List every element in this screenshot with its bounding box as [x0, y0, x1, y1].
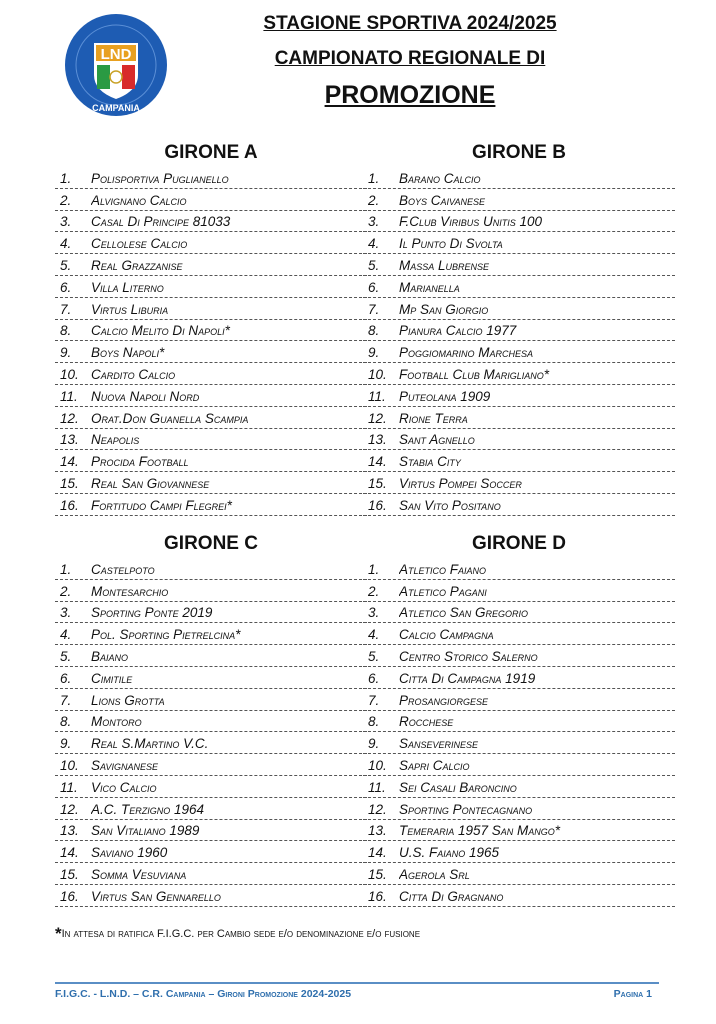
team-row	[55, 363, 367, 385]
team-name: F.Club Viribus Unitis 100	[399, 214, 543, 230]
team-name: Calcio Melito Di Napoli*	[91, 323, 230, 339]
team-row	[363, 602, 675, 624]
team-row	[55, 711, 367, 733]
team-number: 11.	[368, 388, 386, 404]
team-number: 14.	[60, 845, 79, 861]
team-row	[363, 276, 675, 298]
team-name: Sapri Calcio	[399, 757, 470, 773]
team-list	[55, 167, 367, 516]
team-row	[55, 232, 367, 254]
team-row	[55, 580, 367, 602]
team-number: 1.	[60, 561, 72, 577]
team-row	[363, 407, 675, 429]
team-number: 13.	[60, 823, 79, 839]
team-number: 9.	[368, 345, 380, 361]
team-row	[55, 167, 367, 189]
team-name: Real Grazzanise	[91, 257, 183, 273]
team-number: 14.	[368, 845, 387, 861]
team-row	[363, 385, 675, 407]
team-name: Virtus Pompei Soccer	[399, 475, 522, 491]
footnote-asterisk: *	[55, 924, 62, 943]
team-name: Atletico Faiano	[399, 561, 487, 577]
team-name: Castelpoto	[91, 561, 155, 577]
team-number: 7.	[368, 692, 380, 708]
team-number: 7.	[60, 301, 72, 317]
team-number: 7.	[368, 301, 380, 317]
team-name: Atletico San Gregorio	[399, 605, 529, 621]
team-row	[55, 189, 367, 211]
team-row	[55, 667, 367, 689]
team-name: A.C. Terzigno 1964	[91, 801, 205, 817]
team-number: 8.	[60, 323, 72, 339]
team-row	[55, 776, 367, 798]
team-row	[363, 667, 675, 689]
team-number: 16.	[60, 497, 79, 513]
team-row	[363, 798, 675, 820]
team-name: Mp San Giorgio	[399, 301, 489, 317]
team-name: Massa Lubrense	[399, 257, 490, 273]
group-title: GIRONE C	[164, 533, 258, 554]
footer-title: F.I.G.C. - L.N.D. – C.R. Campania – Gironi Promozione 2024-2025	[55, 988, 352, 1000]
team-number: 1.	[368, 170, 380, 186]
team-number: 7.	[60, 692, 72, 708]
team-row	[55, 211, 367, 233]
team-name: U.S. Faiano 1965	[399, 845, 500, 861]
team-row	[55, 298, 367, 320]
team-row	[363, 211, 675, 233]
team-list	[363, 167, 675, 516]
team-name: Calcio Campagna	[399, 627, 494, 643]
group-title: GIRONE B	[472, 142, 566, 163]
team-row	[55, 645, 367, 667]
team-name: Prosangiorgese	[399, 692, 489, 708]
team-name: Savignanese	[91, 757, 159, 773]
team-number: 13.	[368, 823, 387, 839]
team-number: 12.	[368, 801, 387, 817]
team-number: 3.	[368, 605, 380, 621]
team-row	[55, 623, 367, 645]
team-name: Lions Grotta	[91, 692, 165, 708]
team-name: Sanseverinese	[399, 736, 479, 752]
group-a	[55, 142, 367, 516]
team-name: Cardito Calcio	[91, 366, 176, 382]
team-number: 16.	[60, 888, 79, 904]
team-row	[363, 167, 675, 189]
team-row	[363, 645, 675, 667]
team-number: 3.	[60, 214, 72, 230]
team-number: 11.	[60, 779, 78, 795]
team-name: Alvignano Calcio	[91, 192, 187, 208]
team-name: Football Club Marigliano*	[399, 366, 550, 382]
team-number: 13.	[368, 432, 387, 448]
team-number: 4.	[60, 236, 72, 252]
team-number: 11.	[60, 388, 78, 404]
team-name: Montoro	[91, 714, 142, 730]
team-number: 4.	[368, 236, 380, 252]
team-row	[363, 189, 675, 211]
team-row	[363, 820, 675, 842]
team-list	[363, 558, 675, 907]
team-name: Cimitile	[91, 670, 133, 686]
team-number: 5.	[60, 648, 72, 664]
team-row	[55, 472, 367, 494]
team-number: 12.	[60, 801, 79, 817]
team-name: Fortitudo Campi Flegrei*	[91, 497, 232, 513]
team-row	[363, 341, 675, 363]
team-number: 9.	[60, 736, 72, 752]
team-number: 15.	[368, 475, 387, 491]
team-name: Centro Storico Salerno	[399, 648, 538, 664]
team-number: 16.	[368, 497, 387, 513]
team-row	[55, 732, 367, 754]
team-name: Sporting Pontecagnano	[399, 801, 533, 817]
team-name: Sei Casali Baroncino	[399, 779, 517, 795]
team-name: Casal Di Principe 81033	[91, 214, 231, 230]
lnd-campania-logo	[64, 13, 168, 117]
team-name: Montesarchio	[91, 583, 169, 599]
team-row	[55, 429, 367, 451]
logo-text: LND	[100, 46, 132, 63]
team-number: 15.	[60, 866, 79, 882]
team-number: 16.	[368, 888, 387, 904]
team-name: Boys Napoli*	[91, 345, 165, 361]
team-number: 2.	[60, 583, 72, 599]
team-row	[55, 885, 367, 907]
team-name: Rione Terra	[399, 410, 468, 426]
team-number: 12.	[368, 410, 387, 426]
team-row	[55, 602, 367, 624]
team-row	[55, 798, 367, 820]
team-row	[363, 885, 675, 907]
team-row	[55, 841, 367, 863]
team-row	[55, 407, 367, 429]
team-number: 13.	[60, 432, 79, 448]
team-row	[363, 623, 675, 645]
team-name: Puteolana 1909	[399, 388, 491, 404]
team-number: 3.	[60, 605, 72, 621]
team-number: 4.	[368, 627, 380, 643]
team-name: Vico Calcio	[91, 779, 157, 795]
team-row	[55, 754, 367, 776]
team-number: 4.	[60, 627, 72, 643]
group-b	[363, 142, 675, 516]
team-name: Orat.Don Guanella Scampia	[91, 410, 249, 426]
team-name: Marianella	[399, 279, 460, 295]
team-number: 6.	[368, 670, 380, 686]
team-number: 8.	[60, 714, 72, 730]
team-number: 10.	[368, 757, 387, 773]
team-name: Nuova Napoli Nord	[91, 388, 200, 404]
team-row	[363, 363, 675, 385]
team-name: Temeraria 1957 San Mango*	[399, 823, 561, 839]
footer-divider	[55, 982, 659, 984]
team-row	[55, 320, 367, 342]
team-number: 2.	[368, 192, 380, 208]
team-name: Agerola Srl	[399, 866, 470, 882]
team-row	[363, 450, 675, 472]
team-name: Barano Calcio	[399, 170, 481, 186]
league-title: PROMOZIONE	[324, 81, 496, 109]
team-number: 11.	[368, 779, 386, 795]
team-name: Somma Vesuviana	[91, 866, 187, 882]
team-name: Virtus San Gennarello	[91, 888, 221, 904]
group-title: GIRONE D	[472, 533, 566, 554]
team-number: 5.	[368, 257, 380, 273]
team-number: 6.	[60, 670, 72, 686]
team-name: Virtus Liburia	[91, 301, 169, 317]
team-name: Pol. Sporting Pietrelcina*	[91, 627, 241, 643]
team-number: 10.	[368, 366, 387, 382]
team-number: 12.	[60, 410, 79, 426]
team-number: 1.	[368, 561, 380, 577]
team-name: Cellolese Calcio	[91, 236, 188, 252]
team-row	[363, 841, 675, 863]
team-number: 1.	[60, 170, 72, 186]
group-d	[363, 533, 675, 907]
team-row	[363, 580, 675, 602]
team-name: Pianura Calcio 1977	[399, 323, 517, 339]
season-title: STAGIONE SPORTIVA 2024/2025	[263, 13, 557, 34]
team-number: 2.	[60, 192, 72, 208]
footnote-text: In attesa di ratifica F.I.G.C. per Cambio sede e/o denominazione e/o fusione	[61, 928, 421, 940]
team-name: Stabia City	[399, 454, 461, 470]
team-row	[363, 711, 675, 733]
team-name: Neapolis	[91, 432, 140, 448]
team-number: 5.	[60, 257, 72, 273]
team-row	[55, 558, 367, 580]
team-row	[363, 472, 675, 494]
group-c	[55, 533, 367, 907]
team-number: 14.	[368, 454, 387, 470]
team-name: San Vitaliano 1989	[91, 823, 200, 839]
team-number: 8.	[368, 323, 380, 339]
team-number: 6.	[60, 279, 72, 295]
page-number: Pagina 1	[613, 988, 652, 1000]
team-number: 10.	[60, 366, 79, 382]
team-name: Citta Di Gragnano	[399, 888, 504, 904]
team-name: Rocchese	[399, 714, 454, 730]
team-name: Procida Football	[91, 454, 189, 470]
team-name: Real S.Martino V.C.	[91, 736, 209, 752]
team-number: 10.	[60, 757, 79, 773]
team-name: Villa Literno	[91, 279, 164, 295]
team-row	[55, 341, 367, 363]
team-row	[363, 689, 675, 711]
team-row	[55, 494, 367, 516]
footnote	[55, 924, 420, 944]
team-list	[55, 558, 367, 907]
team-number: 5.	[368, 648, 380, 664]
team-row	[55, 450, 367, 472]
team-row	[363, 776, 675, 798]
team-number: 2.	[368, 583, 380, 599]
team-number: 15.	[60, 475, 79, 491]
team-row	[363, 429, 675, 451]
team-name: Il Punto Di Svolta	[399, 236, 503, 252]
team-row	[363, 494, 675, 516]
team-row	[55, 689, 367, 711]
championship-title: CAMPIONATO REGIONALE DI	[274, 48, 546, 69]
team-name: Sant Agnello	[399, 432, 475, 448]
team-name: Baiano	[91, 648, 129, 664]
team-name: Saviano 1960	[91, 845, 168, 861]
team-row	[363, 232, 675, 254]
team-name: Atletico Pagani	[399, 583, 487, 599]
team-name: Citta Di Campagna 1919	[399, 670, 536, 686]
logo-region: CAMPANIA	[92, 103, 140, 113]
team-number: 14.	[60, 454, 79, 470]
team-row	[55, 276, 367, 298]
team-row	[363, 863, 675, 885]
team-row	[363, 558, 675, 580]
team-name: Sporting Ponte 2019	[91, 605, 213, 621]
team-row	[363, 320, 675, 342]
team-name: Boys Caivanese	[399, 192, 486, 208]
team-row	[363, 254, 675, 276]
team-number: 6.	[368, 279, 380, 295]
team-row	[55, 863, 367, 885]
group-title: GIRONE A	[164, 142, 258, 163]
team-number: 9.	[60, 345, 72, 361]
team-number: 9.	[368, 736, 380, 752]
team-number: 8.	[368, 714, 380, 730]
team-row	[55, 385, 367, 407]
team-row	[363, 298, 675, 320]
team-name: Real San Giovannese	[91, 475, 210, 491]
team-number: 3.	[368, 214, 380, 230]
team-number: 15.	[368, 866, 387, 882]
team-row	[55, 820, 367, 842]
team-row	[55, 254, 367, 276]
team-name: Poggiomarino Marchesa	[399, 345, 534, 361]
team-row	[363, 732, 675, 754]
team-row	[363, 754, 675, 776]
team-name: San Vito Positano	[399, 497, 501, 513]
team-name: Polisportiva Puglianello	[91, 170, 229, 186]
